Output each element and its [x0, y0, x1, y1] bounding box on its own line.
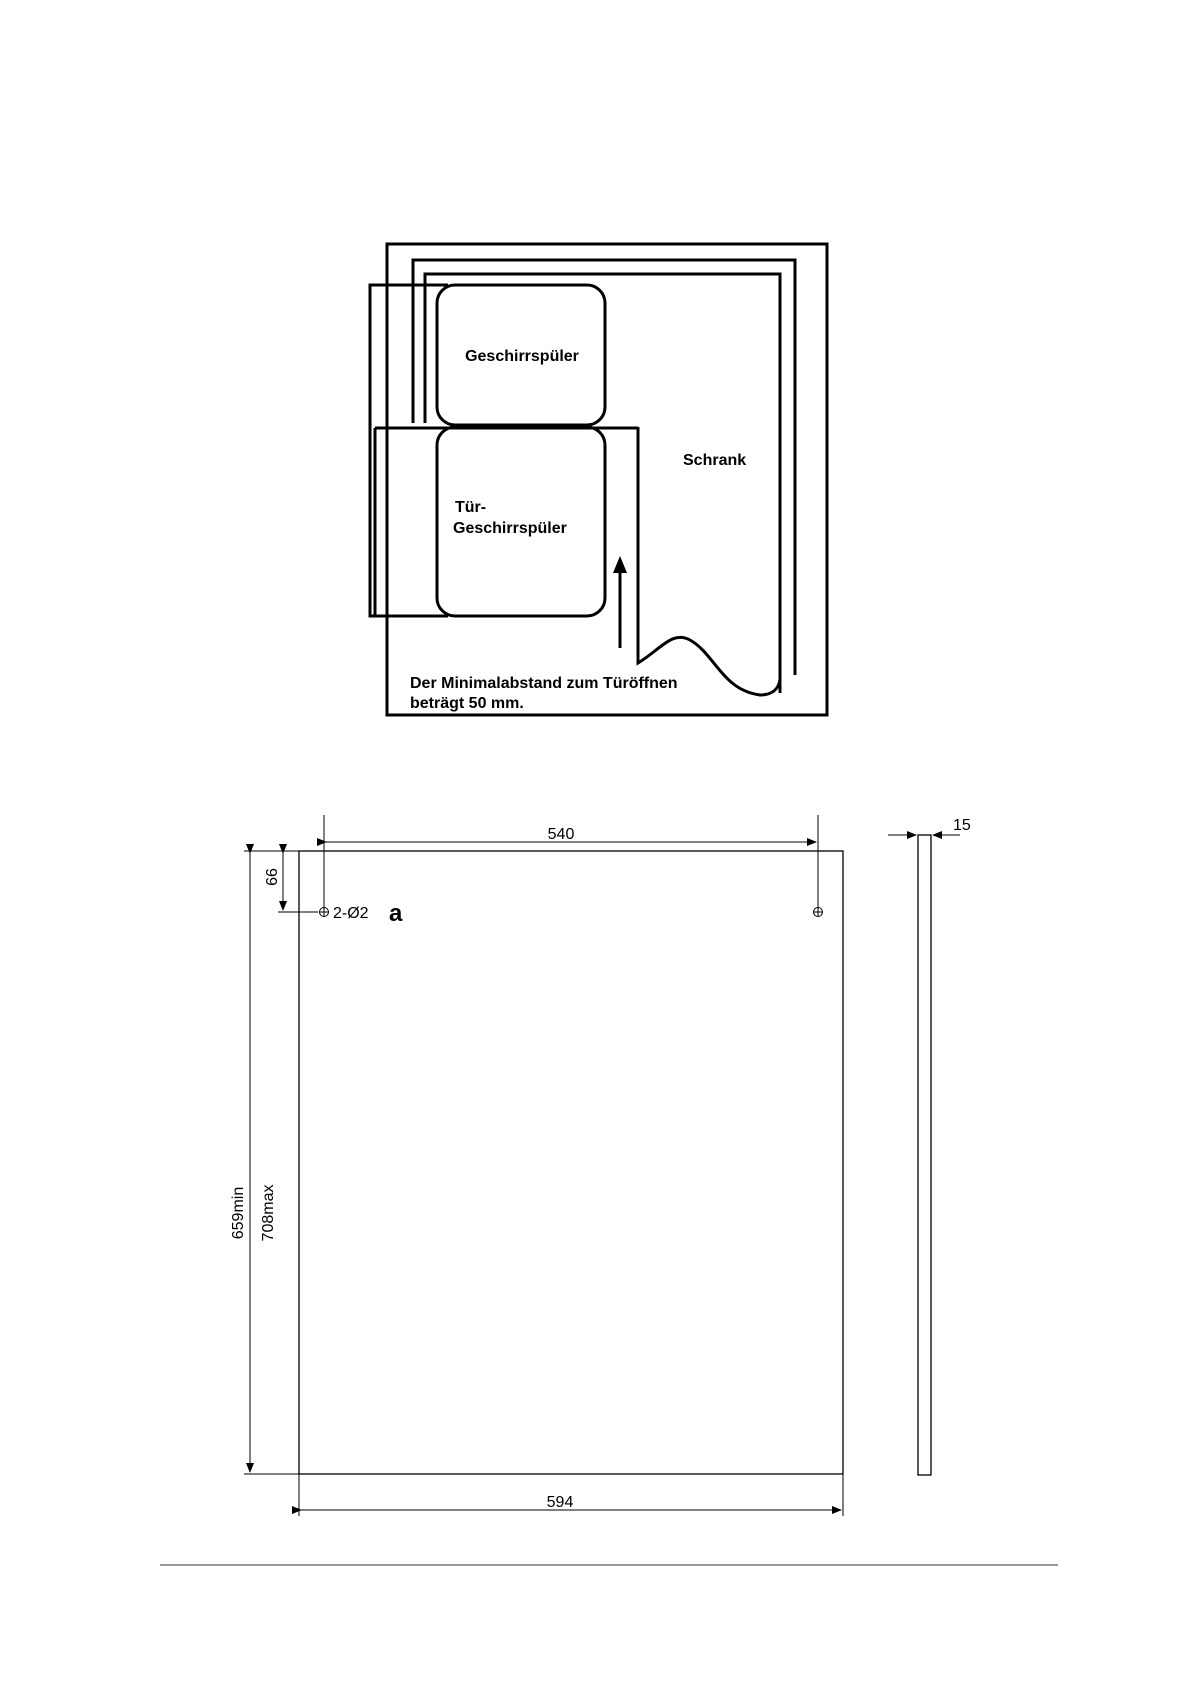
panel-drawing [230, 815, 971, 1516]
mounting-hole-right-icon [813, 907, 823, 917]
note-line1: Der Minimalabstand zum Türöffnen [410, 675, 678, 692]
label-door-line2: Geschirrspüler [453, 520, 567, 537]
label-door-line1: Tür- [455, 499, 487, 516]
panel-outline [299, 851, 843, 1474]
clearance-diagram [370, 244, 827, 715]
panel-side-view [918, 835, 931, 1475]
dim-height-max: 708max [260, 1184, 277, 1242]
label-dishwasher: Geschirrspüler [465, 348, 579, 365]
hole-spec: 2-Ø2 [333, 905, 369, 922]
dim-width: 594 [546, 1494, 574, 1511]
note-line2: beträgt 50 mm. [410, 695, 524, 712]
clearance-arrow-icon [613, 556, 627, 573]
label-cabinet: Schrank [683, 452, 747, 469]
dim-hole-offset: 66 [264, 868, 281, 886]
cabinet-outline-inner [425, 274, 780, 693]
dim-height-min: 659min [230, 1186, 247, 1240]
mounting-hole-left-icon [319, 907, 329, 917]
dim-hole-spacing: 540 [547, 826, 575, 843]
dim-thickness: 15 [953, 817, 971, 834]
hole-marker: a [389, 900, 403, 927]
outer-frame [387, 244, 827, 715]
